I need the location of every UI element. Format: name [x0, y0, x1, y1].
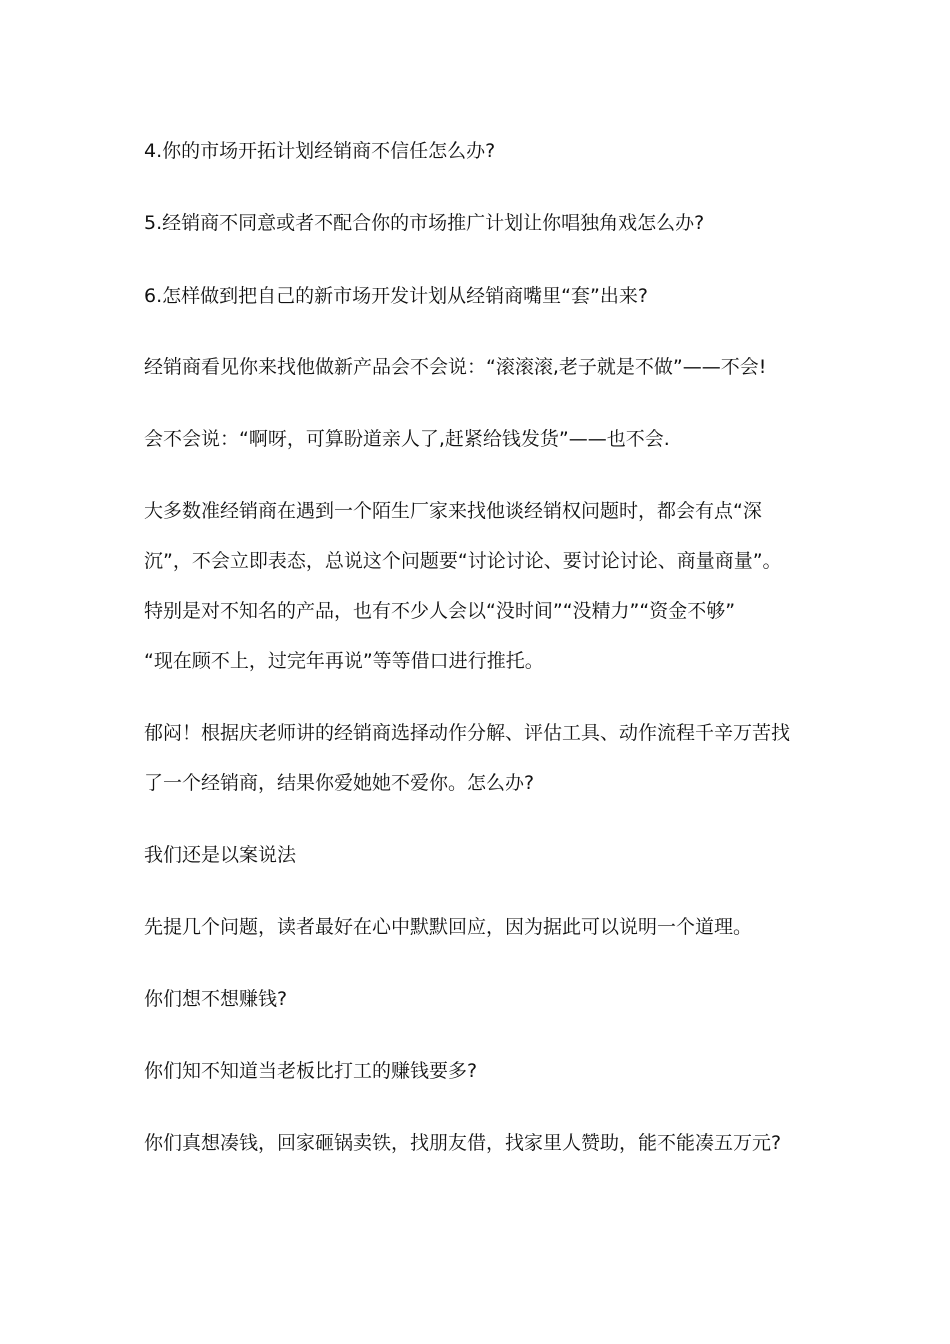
paragraph-line: 了一个经销商，结果你爱她她不爱你。怎么办? [144, 772, 535, 794]
paragraph-line: “现在顾不上，过完年再说”等等借口进行推托。 [144, 650, 544, 672]
paragraph-line: 我们还是以案说法 [144, 844, 297, 866]
paragraph-line: 先提几个问题，读者最好在心中默默回应，因为据此可以说明一个道理。 [144, 916, 753, 938]
paragraph-line: 你们想不想赚钱? [144, 988, 288, 1010]
question-6: 6.怎样做到把自己的新市场开发计划从经销商嘴里“套”出来? [144, 285, 648, 307]
question-4: 4.你的市场开拓计划经销商不信任怎么办? [144, 140, 496, 162]
question-5: 5.经销商不同意或者不配合你的市场推广计划让你唱独角戏怎么办? [144, 212, 705, 234]
paragraph-line: 特别是对不知名的产品，也有不少人会以“没时间”“没精力”“资金不够” [144, 600, 736, 622]
paragraph-line: 会不会说：“啊呀，可算盼道亲人了,赶紧给钱发货”——也不会. [144, 428, 670, 450]
paragraph-line: 郁闷！根据庆老师讲的经销商选择动作分解、评估工具、动作流程千辛万苦找 [144, 722, 791, 744]
paragraph-line: 你们真想凑钱，回家砸锅卖铁，找朋友借，找家里人赞助，能不能凑五万元? [144, 1132, 782, 1154]
paragraph-line: 大多数准经销商在遇到一个陌生厂家来找他谈经销权问题时，都会有点“深 [144, 500, 762, 522]
paragraph-line: 沉”，不会立即表态，总说这个问题要“讨论讨论、要讨论讨论、商量商量”。 [144, 550, 782, 572]
paragraph-line: 经销商看见你来找他做新产品会不会说：“滚滚滚,老子就是不做”——不会! [144, 356, 767, 378]
paragraph-line: 你们知不知道当老板比打工的赚钱要多? [144, 1060, 478, 1082]
